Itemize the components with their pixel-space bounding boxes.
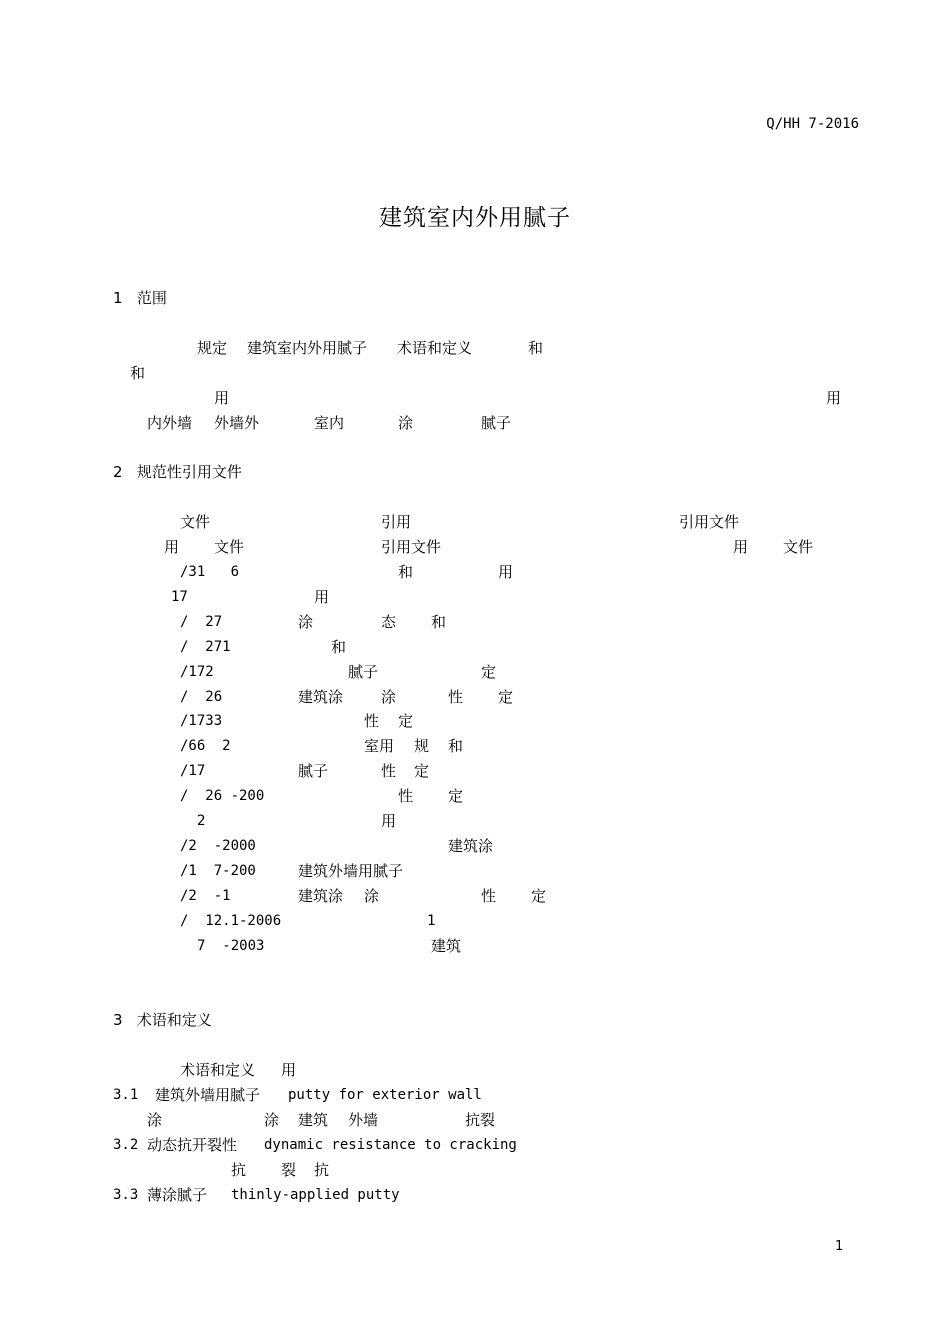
text-fragment: 规定: [197, 339, 228, 357]
term-number: 3.2: [113, 1137, 139, 1153]
text-fragment: 建筑涂: [298, 688, 344, 706]
reference-code: /31 6: [180, 564, 240, 580]
text-fragment: 室用: [364, 737, 395, 755]
section-3-heading: 3 术语和定义: [113, 1011, 212, 1029]
text-fragment: 涂: [381, 688, 397, 706]
text-fragment: 用: [498, 563, 514, 581]
term-name-zh: 动态抗开裂性: [147, 1136, 238, 1154]
section-2-heading: 2 规范性引用文件: [113, 463, 242, 481]
term-name-en: dynamic resistance to cracking: [264, 1137, 517, 1153]
text-fragment: 和: [528, 339, 544, 357]
text-fragment: 建筑涂: [448, 837, 494, 855]
text-fragment: 性: [364, 712, 380, 730]
text-fragment: 文件: [783, 538, 814, 556]
text-fragment: 文件: [180, 513, 211, 531]
text-fragment: 外墙外: [214, 414, 260, 432]
text-fragment: 规: [414, 737, 430, 755]
reference-code: / 26 -200: [180, 788, 265, 804]
text-fragment: 用: [214, 389, 230, 407]
text-fragment: 腻子: [348, 663, 379, 681]
text-fragment: 抗: [314, 1161, 330, 1179]
text-fragment: 抗: [231, 1161, 247, 1179]
text-fragment: 抗裂: [465, 1111, 496, 1129]
text-fragment: 腻子: [298, 762, 329, 780]
term-number: 3.1: [113, 1087, 139, 1103]
reference-code: / 27: [180, 614, 223, 630]
reference-code: 17: [171, 589, 188, 605]
text-fragment: 和: [130, 364, 146, 382]
text-fragment: 外墙: [348, 1111, 379, 1129]
reference-code: / 26: [180, 689, 223, 705]
term-name-zh: 薄涂腻子: [147, 1186, 208, 1204]
text-fragment: 术语和定义: [397, 339, 473, 357]
reference-code: / 12.1-2006: [180, 913, 282, 929]
text-fragment: 建筑室内外用腻子: [247, 339, 368, 357]
text-fragment: 定: [531, 887, 547, 905]
text-fragment: 涂: [364, 887, 380, 905]
text-fragment: 建筑: [431, 937, 462, 955]
text-fragment: 涂: [298, 613, 314, 631]
term-name-zh: 建筑外墙用腻子: [155, 1086, 261, 1104]
reference-code: /1 7-200: [180, 863, 256, 879]
text-fragment: 和: [431, 613, 447, 631]
text-fragment: 涂: [398, 414, 414, 432]
reference-code: /2 -1: [180, 888, 231, 904]
text-fragment: 建筑涂: [298, 887, 344, 905]
text-fragment: 文件: [214, 538, 245, 556]
text-fragment: 定: [481, 663, 497, 681]
text-fragment: 用: [314, 588, 330, 606]
text-fragment: 引用: [381, 513, 412, 531]
text-fragment: 和: [398, 563, 414, 581]
reference-code: /1733: [180, 713, 223, 729]
reference-code: 2: [197, 813, 206, 829]
text-fragment: 裂: [281, 1161, 297, 1179]
page-title: 建筑室内外用腻子: [379, 205, 571, 231]
text-fragment: 用: [826, 389, 842, 407]
text-fragment: 定: [414, 762, 430, 780]
reference-code: /172: [180, 664, 214, 680]
reference-code: 7 -2003: [197, 938, 265, 954]
text-fragment: 腻子: [481, 414, 512, 432]
text-fragment: 和: [448, 737, 464, 755]
text-fragment: 性: [481, 887, 497, 905]
text-fragment: 用: [381, 812, 397, 830]
text-fragment: 建筑外墙用腻子: [298, 862, 404, 880]
text-fragment: 引用文件: [679, 513, 740, 531]
term-name-en: putty for exterior wall: [288, 1087, 482, 1103]
text-fragment: 态: [381, 613, 397, 631]
document-code: Q/HH 7-2016: [766, 116, 859, 132]
term-number: 3.3: [113, 1187, 139, 1203]
text-fragment: 用: [281, 1061, 297, 1079]
text-fragment: 涂: [264, 1111, 280, 1129]
text-fragment: 涂: [147, 1111, 163, 1129]
text-fragment: 用: [733, 538, 749, 556]
text-fragment: 用: [164, 538, 180, 556]
text-fragment: 性: [448, 688, 464, 706]
text-fragment: 建筑: [298, 1111, 329, 1129]
text-fragment: 定: [448, 787, 464, 805]
text-fragment: 1: [427, 913, 436, 929]
reference-code: /2 -2000: [180, 838, 256, 854]
page-number: 1: [835, 1239, 844, 1254]
text-fragment: 内外墙: [147, 414, 193, 432]
text-fragment: 室内: [314, 414, 345, 432]
text-fragment: 术语和定义: [180, 1061, 256, 1079]
reference-code: /17: [180, 763, 206, 779]
section-1-heading: 1 范围: [113, 289, 167, 307]
text-fragment: 性: [381, 762, 397, 780]
text-fragment: 定: [498, 688, 514, 706]
text-fragment: 定: [398, 712, 414, 730]
text-fragment: 和: [331, 638, 347, 656]
reference-code: /66 2: [180, 738, 231, 754]
term-name-en: thinly-applied putty: [231, 1187, 400, 1203]
text-fragment: 性: [398, 787, 414, 805]
reference-code: / 271: [180, 639, 231, 655]
text-fragment: 引用文件: [381, 538, 442, 556]
